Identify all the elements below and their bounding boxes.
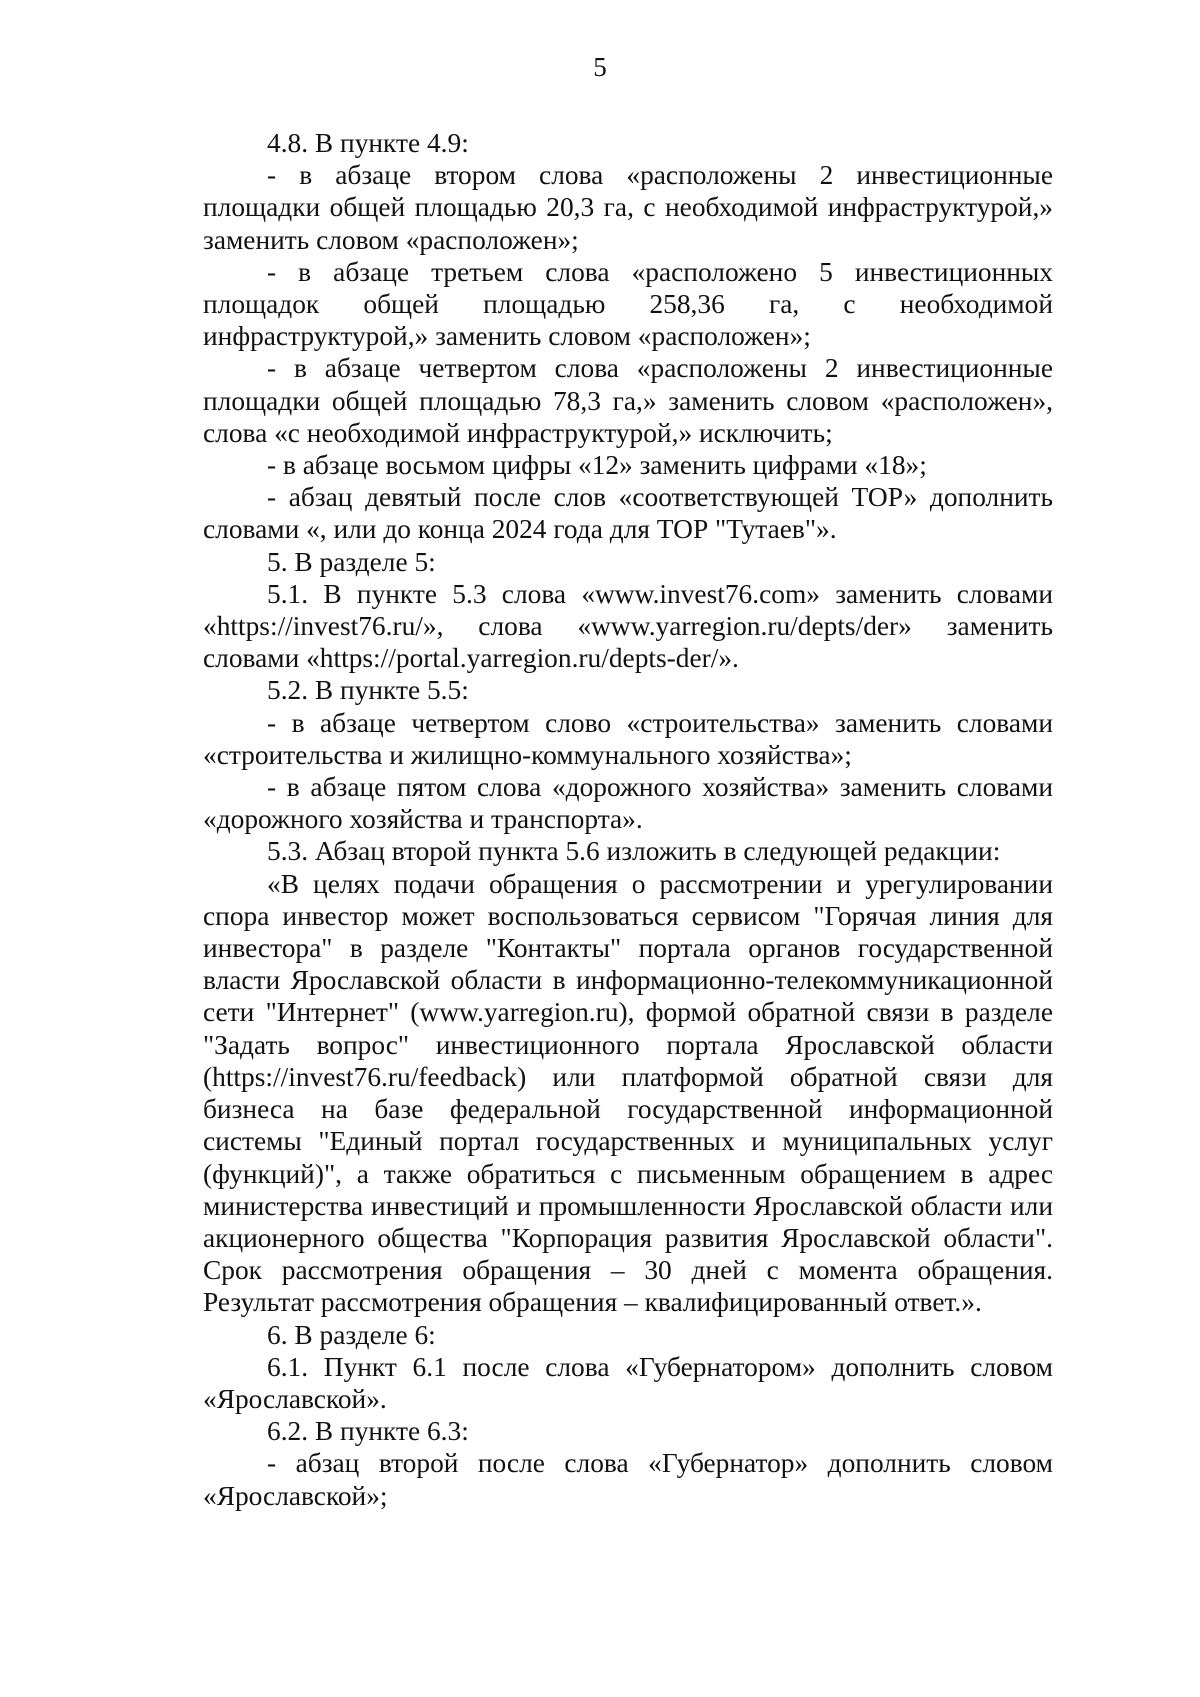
- paragraph-5-2-abzac-pyatyy: - в абзаце пятом слова «дорожного хозяйства» заменить словами «дорожного хозяйства и транспорта».: [203, 772, 1053, 835]
- paragraph-5-3-quote: «В целях подачи обращения о рассмотрении и урегулировании спора инвестор может воспользоваться сервисом "Горячая линия для инвестора" в разделе "Контакты" портала органов государственной власти Ярославской области в информационно-телекоммуникационной сети "Интернет" (www.yarregion.ru), формой обратной связи в разделе "Задать вопрос" инвестиционного портала Ярославской области (https://invest76.ru/feedback) или платформой обратной связи для бизнеса на базе федеральной государственной информационной системы "Единый портал государственных и муниципальных услуг (функций)", а также обратиться с письменным обращением в адрес министерства инвестиций и промышленности Ярославской области или акционерного общества "Корпорация развития Ярославской области". Срок рассмотрения обращения – 30 дней с момента обращения. Результат рассмотрения обращения – квалифицированный ответ.».: [203, 868, 1053, 1318]
- paragraph-abzac-vtoroy: - в абзаце втором слова «расположены 2 инвестиционные площадки общей площадью 20,3 га, с необходимой инфраструктурой,» заменить словом «расположен»;: [203, 160, 1053, 255]
- paragraph-abzac-devyatyy: - абзац девятый после слов «соответствующей ТОР» дополнить словами «, или до конца 2024 года для ТОР "Тутаев"».: [203, 482, 1053, 545]
- paragraph-5-3-heading: 5.3. Абзац второй пункта 5.6 изложить в следующей редакции:: [267, 836, 1001, 867]
- paragraph-6-2-heading: 6.2. В пункте 6.3:: [267, 1416, 469, 1447]
- paragraph-abzac-vosmoy: - в абзаце восьмом цифры «12» заменить цифрами «18»;: [267, 450, 927, 481]
- paragraph-4-8-heading: 4.8. В пункте 4.9:: [267, 128, 469, 158]
- paragraph-5-2-abzac-chetvertyy: - в абзаце четвертом слово «строительства» заменить словами «строительства и жилищно-коммунального хозяйства»;: [203, 707, 1053, 770]
- paragraph-6-1: 6.1. Пункт 6.1 после слова «Губернатором» дополнить словом «Ярославской».: [203, 1351, 1053, 1414]
- paragraph-abzac-tretiy: - в абзаце третьем слова «расположено 5 инвестиционных площадок общей площадью 258,36 га, с необходимой инфраструктурой,» заменить словом «расположен»;: [203, 256, 1053, 352]
- paragraph-abzac-chetvertyy: - в абзаце четвертом слова «расположены 2 инвестиционные площадки общей площадью 78,3 га,» заменить словом «расположен», слова «с необходимой инфраструктурой,» исключить;: [203, 353, 1053, 448]
- section-6-heading: 6. В разделе 6:: [267, 1319, 436, 1350]
- document-body: [203, 127, 1053, 1512]
- paragraph-5-2-heading: 5.2. В пункте 5.5:: [267, 675, 469, 706]
- paragraph-5-1: 5.1. В пункте 5.3 слова «www.invest76.com» заменить словами «https://invest76.ru/», слова «www.yarregion.ru/depts/der» заменить словами «https://portal.yarregion.ru/depts-der/».: [203, 578, 1053, 674]
- page-number: 5: [593, 52, 607, 82]
- paragraph-6-2-abzac-vtoroy: - абзац второй после слова «Губернатор» дополнить словом «Ярославской»;: [203, 1448, 1053, 1511]
- section-5-heading: 5. В разделе 5:: [267, 546, 436, 577]
